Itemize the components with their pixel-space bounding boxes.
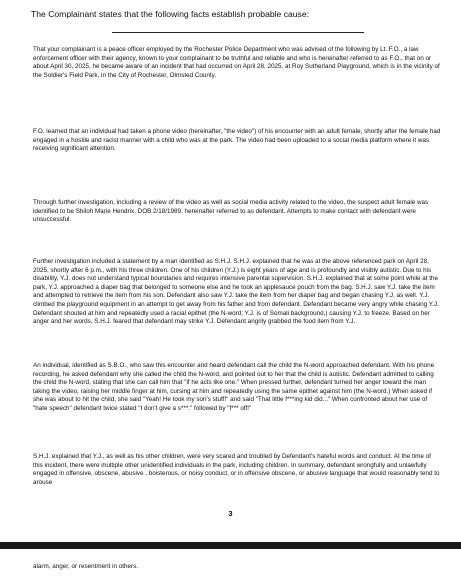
paragraph-witness: An individual, identified as S.B.O., who saw this encounter and heard defendant call the child the N-word approached defendant. With his phone recording, he asked defendant why she called the child the N-word, and pointed out to her that the child is autistic. Defendant admitted to calling the child the N-word, stating that she can call him that "if he acts like one." When pressed further, defendant turned her anger toward the man taking the video, raising her middle finger at him, cursing at him and repeatedly using the same epithet against him (the N-word.) When asked if she was about to hit the child, she said "Yeah! He took my son's stuff!" and said "That little f***ing kid did..." When confronted about her use of "hate speech" defendant twice stated "I don't give a s***." followed by "f*** off!" xyxy=(33,362,435,412)
probable-cause-heading: The Complainant states that the following facts establish probable cause: xyxy=(31,9,310,19)
paragraph-summary: S.H.J. explained that Y.J., as well as his other children, were very scared and troubled by Defendant's hateful words and conduct. At the time of this incident, there were multiple other unidentified individuals in the park, including children. In summary, defendant wrongfully and unlawfully engaged in offensive, obscene, abusive , boisterous, or noisy conduct, or in offensive obscene, or abusive language that would reasonably tend to arouse xyxy=(33,453,440,486)
page-number: 3 xyxy=(228,509,233,518)
paragraph-video: F.O. learned that an individual had taken a phone video (hereinafter, "the video") of his encounter with an adult female, shortly after the female had engaged in a hostile and racist manner with a child who was at the park. The video had been uploaded to a social media platform where it was receiving significant attention. xyxy=(33,128,441,153)
continuation-text: alarm, anger, or resentment in others. xyxy=(33,563,138,570)
heading-underline xyxy=(112,32,364,33)
paragraph-statement: Further investigation included a statement by a man identified as S.H.J. S.H.J. explained that he was at the above referenced park on April 28, 2025, shortly after 6 p.m., with his three children. One of his children (Y.J.) is eight years of age and is profoundly and visibly autistic. Due to his disability, Y.J. does not understand typical boundaries and requires intensive parental supervision. S.H.J. explained that at some point while at the park, Y.J. approached a diaper bag that belonged to someone else and he took an applesauce pouch from the bag. S.H.J. saw Y.J. take the item and attempted to retrieve the item from his son. Defendant also saw Y.J. take the item from her diaper bag and began chasing Y.J. as well. Y.J. climbed the playground equipment in an attempt to get away from his father and from defendant. Defendant became very angry while chasing Y.J. Defendant shouted at him and repeatedly used a racial epithet (the N-word; Y.J. is of Somali background,) causing Y.J. to freeze. Based on her anger and her words, S.H.J. feared that defendant may strike Y.J. Defendant angrily grabbed the food item from Y.J. xyxy=(33,258,439,326)
paragraph-complainant: That your complainant is a peace officer employed by the Rochester Police Department who was advised of the following by Lt. F.O., a law enforcement officer with their agency, known to your complainant to be truthful and reliable and who is hereinafter referred to as F.O., that on or about April 30, 2025, he became aware of an incident that had occurred on April 28, 2025, at Roy Sutherland Playground, which is in the vicinity of the Soldier's Field Park, in the City of Rochester, Olmsted County. xyxy=(33,46,440,79)
page-break-band xyxy=(0,542,461,549)
paragraph-investigation: Through further investigation, including a review of the video as well as social media activity related to the video, the suspect adult female was identified to be Shiloh Marie Hendrix, DOB 2/18/1989, hereinafter referred to as defendant. Attempts to make contact with defendant were unsuccessful. xyxy=(33,199,429,224)
